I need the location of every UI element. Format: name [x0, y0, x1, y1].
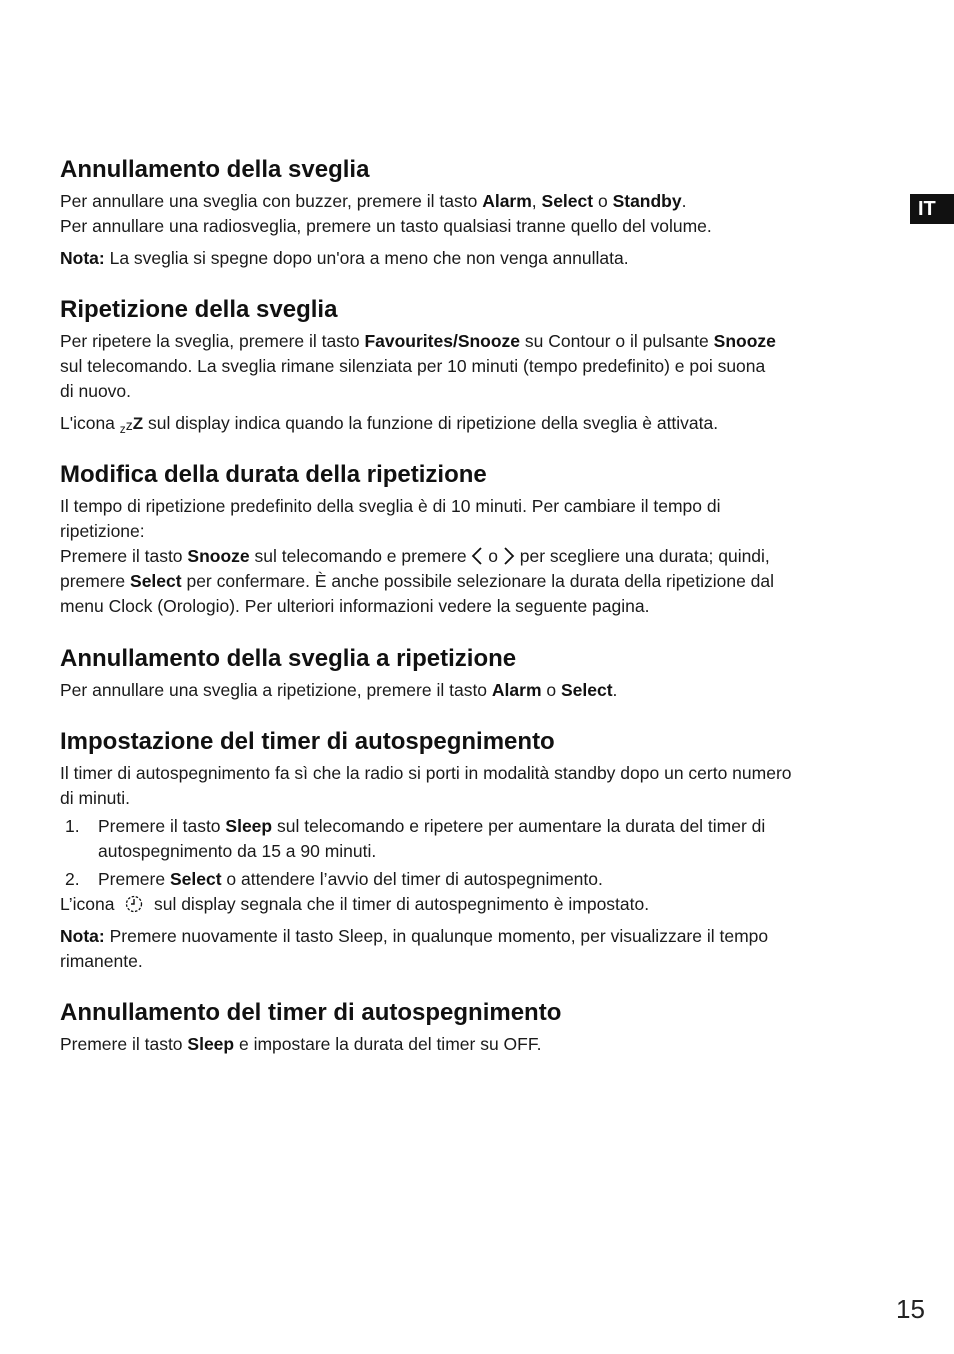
duration-text-4: premere Select per confermare. È anche possibile selezionare la durata della ripetizione dal	[60, 571, 775, 591]
snooze-text-1: Per ripetere la sveglia, premere il tasto Favourites/Snooze su Contour o il pulsante Snooze	[60, 331, 776, 351]
duration-text-1: Il tempo di ripetizione predefinito della sveglia è di 10 minuti. Per cambiare il tempo di	[60, 496, 721, 516]
section-title-snooze: Ripetizione della sveglia	[60, 296, 338, 323]
section-title-sleep-timer: Impostazione del timer di autospegnimento	[60, 728, 555, 755]
duration-text-3: Premere il tasto Snooze sul telecomando e premere o per scegliere una durata; quindi,	[60, 546, 770, 566]
snooze-icon-text: L'icona $_z$zZ sul display indica quando la funzione di ripetizione della sveglia è attivata.	[60, 413, 719, 436]
alarm-cancel-text-2: Per annullare una radiosveglia, premere un tasto qualsiasi tranne quello del volume.	[60, 216, 712, 236]
sleep-timer-icon	[124, 894, 144, 914]
sleep-icon-text: L’icona sul display segnala che il timer di autospegnimento è impostato.	[60, 894, 650, 914]
chevron-left-icon	[471, 546, 483, 566]
snooze-text-3: di nuovo.	[60, 381, 132, 401]
alarm-cancel-text-1: Per annullare una sveglia con buzzer, premere il tasto Alarm, Select o Standby.	[60, 191, 687, 211]
section-title-snooze-cancel: Annullamento della sveglia a ripetizione	[60, 645, 517, 672]
language-tab: IT	[910, 194, 954, 224]
snooze-cancel-text: Per annullare una sveglia a ripetizione, premere il tasto Alarm o Select.	[60, 680, 618, 700]
sleep-cancel-text: Premere il tasto Sleep e impostare la durata del timer su OFF.	[60, 1034, 542, 1054]
alarm-cancel-note: Nota: La sveglia si spegne dopo un'ora a meno che non venga annullata.	[60, 248, 629, 268]
sleep-timer-text-1: Il timer di autospegnimento fa sì che la radio si porti in modalità standby dopo un certo numero	[60, 763, 792, 783]
sleep-timer-note-1: Nota: Premere nuovamente il tasto Sleep, in qualunque momento, per visualizzare il tempo	[60, 926, 769, 946]
section-title-alarm-cancel: Annullamento della sveglia	[60, 156, 370, 183]
snooze-zz-icon: $_z$zZ	[119, 414, 144, 436]
duration-text-5: menu Clock (Orologio). Per ulteriori informazioni vedere la seguente pagina.	[60, 596, 650, 616]
snooze-text-2: sul telecomando. La sveglia rimane silenziata per 10 minuti (tempo predefinito) e poi suona	[60, 356, 766, 376]
page-number: 15	[896, 1294, 925, 1324]
sleep-timer-text-2: di minuti.	[60, 788, 131, 808]
duration-text-2: ripetizione:	[60, 521, 145, 541]
section-title-sleep-cancel: Annullamento del timer di autospegnimento	[60, 999, 562, 1026]
section-title-snooze-duration: Modifica della durata della ripetizione	[60, 461, 487, 488]
chevron-right-icon	[503, 546, 515, 566]
sleep-timer-note-2: rimanente.	[60, 951, 143, 971]
